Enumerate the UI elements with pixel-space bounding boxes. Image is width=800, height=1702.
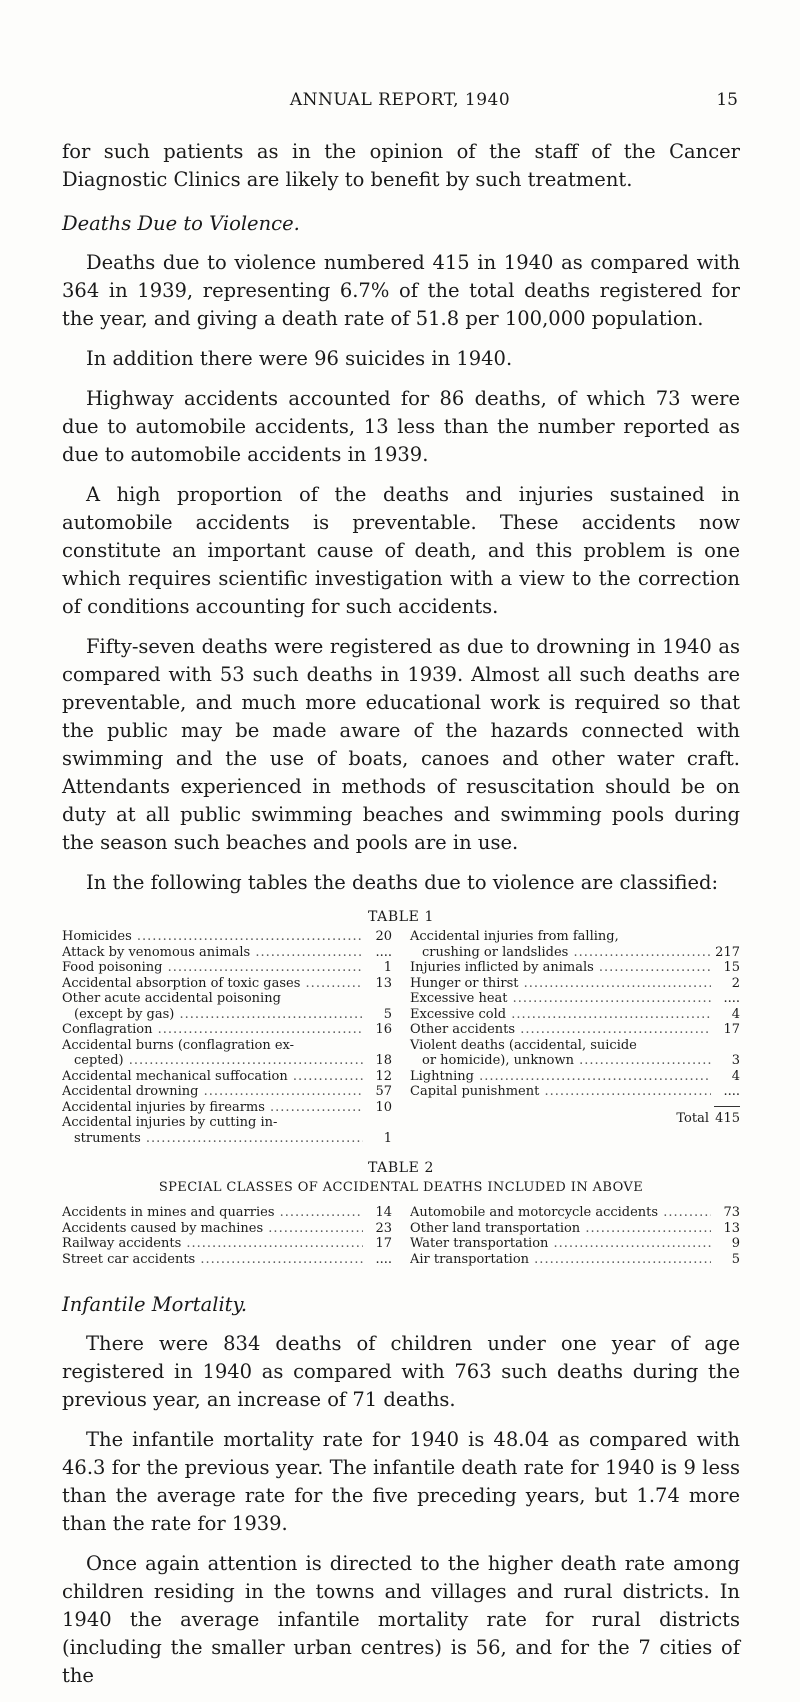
table-row-label: Street car accidents .....	[62, 1252, 363, 1268]
table-row-label: Other accidents .....	[410, 1022, 711, 1038]
table-row	[62, 1069, 392, 1085]
infant-paragraph: Once again attention is directed to the higher death rate among children residing in the towns and villages and rural districts. In 1940 the average infantile mortality rate for rural districts (including the smaller urban centres) is 56, and for the 7 cities of the	[62, 1552, 740, 1687]
table-row-value: 20	[375, 929, 392, 944]
table-row-value: 1	[383, 1130, 392, 1146]
table-row-value: 17	[375, 1236, 392, 1251]
violence-paragraph: In addition there were 96 suicides in 1940.	[86, 347, 513, 370]
table-row-value: ....	[723, 1084, 740, 1099]
table-row-value: ....	[375, 944, 392, 960]
table-row-label: or homicide), unknown .....	[410, 1053, 711, 1069]
table1-right-column	[410, 929, 740, 1146]
table-row-label: Other land transportation .....	[410, 1221, 711, 1237]
table-row	[62, 1131, 392, 1147]
table-row-value: 4	[731, 1006, 740, 1022]
table-row-value: ....	[375, 1251, 392, 1267]
table-row-label: Homicides .....	[62, 929, 363, 945]
table-row	[410, 976, 740, 992]
table-row-value: 15	[723, 960, 740, 975]
table-row-label: Accidental absorption of toxic gases .....	[62, 976, 363, 992]
table-row-value: 16	[375, 1022, 392, 1037]
table-row	[410, 1007, 740, 1023]
table-row-value: 57	[375, 1084, 392, 1099]
table-row-label: crushing or landslides .....	[410, 945, 711, 961]
table-row-label: (except by gas) .....	[62, 1007, 363, 1023]
table-row-label: Attack by venomous animals .....	[62, 945, 363, 961]
table-row	[410, 960, 740, 976]
table-row-value: 13	[723, 1220, 740, 1236]
table-row-label: struments .....	[62, 1131, 363, 1147]
table-row-value: 9	[731, 1236, 740, 1251]
table-row-value: 3	[731, 1053, 740, 1068]
table-row	[62, 1236, 392, 1252]
table-row	[62, 1022, 392, 1038]
table-row	[62, 929, 392, 945]
table-row	[62, 945, 392, 961]
infant-paragraph: There were 834 deaths of children under one year of age registered in 1940 as compared with 763 such deaths during the previous year, an increase of 71 deaths.	[62, 1332, 740, 1411]
violence-heading: Deaths Due to Violence.	[62, 212, 300, 235]
table-row-label: Food poisoning .....	[62, 960, 363, 976]
infant-heading: Infantile Mortality.	[62, 1293, 248, 1316]
table-row	[62, 1221, 392, 1237]
page-number: 15	[716, 90, 738, 110]
table2-caption: TABLE 2	[367, 1160, 435, 1176]
table-row-value: 1	[383, 960, 392, 975]
table-row	[62, 1100, 392, 1116]
table-row-value: 217	[715, 944, 740, 960]
table-row-value: 17	[723, 1022, 740, 1037]
table2	[62, 1205, 740, 1267]
violence-paragraph: Deaths due to violence numbered 415 in 1940 as compared with 364 in 1939, representing 6.7% of the total deaths registered for the year, and giving a death rate of 51.8 per 100,000 population.	[62, 251, 740, 330]
running-header	[0, 90, 800, 114]
table-row-label: Accidental mechanical suffocation .....	[62, 1069, 363, 1085]
table-row-label: Railway accidents .....	[62, 1236, 363, 1252]
table-row-label: Accidents in mines and quarries .....	[62, 1205, 363, 1221]
table-row-value: 12	[375, 1068, 392, 1084]
table-row-label: Violent deaths (accidental, suicide	[410, 1037, 637, 1053]
total-rule	[714, 1106, 740, 1107]
violence-paragraph: Fifty-seven deaths were registered as due to drowning in 1940 as compared with 53 such deaths in 1939. Almost all such deaths are preventable, and much more educational work is required so that the public may be made aware of the hazards connected with swimming and the use of boats, canoes and other water craft. Attendants experienced in methods of resuscitation should be on duty at all public swimming beaches and swimming pools during the season such beaches and pools are in use.	[62, 635, 740, 854]
table-row	[410, 1069, 740, 1085]
table-row	[62, 960, 392, 976]
table-row-label: Other acute accidental poisoning	[62, 991, 281, 1006]
total-value: 415	[715, 1110, 740, 1126]
table-row	[410, 1252, 740, 1268]
table-row	[410, 1084, 740, 1100]
table-row-label: Excessive heat .....	[410, 991, 711, 1007]
table-row-label: Excessive cold .....	[410, 1007, 711, 1023]
table-row-value: 5	[731, 1251, 740, 1267]
table-row-value: 5	[383, 1006, 392, 1022]
table-row	[62, 1007, 392, 1023]
table-row-value: 4	[731, 1068, 740, 1084]
table-row-value: ....	[723, 991, 740, 1006]
table-row	[62, 1205, 392, 1221]
table2-subtitle: SPECIAL CLASSES OF ACCIDENTAL DEATHS INCLUDED IN ABOVE	[158, 1180, 644, 1195]
table-row-value: 73	[723, 1205, 740, 1220]
violence-paragraph: Highway accidents accounted for 86 deaths, of which 73 were due to automobile accidents, 13 less than the number reported as due to automobile accidents in 1939.	[62, 387, 740, 466]
running-title: ANNUAL REPORT, 1940	[289, 90, 511, 110]
table-row-value: 2	[731, 975, 740, 991]
infant-paragraph: The infantile mortality rate for 1940 is 48.04 as compared with 46.3 for the previous year. The infantile death rate for 1940 is 9 less than the average rate for the five preceding years, but 1.74 more than the rate for 1939.	[62, 1428, 740, 1535]
table-row-label: cepted) .....	[62, 1053, 363, 1069]
table-total-row	[410, 1111, 740, 1127]
table-row-label: Accidental injuries by cutting in-	[62, 1115, 278, 1130]
table-row-value: 10	[375, 1099, 392, 1115]
table-row-label: Automobile and motorcycle accidents .....	[410, 1205, 711, 1221]
table-row	[410, 1022, 740, 1038]
table-row-label: Hunger or thirst .....	[410, 976, 711, 992]
table-row-label: Capital punishment .....	[410, 1084, 711, 1100]
table-row	[410, 1205, 740, 1221]
table1	[62, 929, 740, 1146]
table-row	[62, 1053, 392, 1069]
intro-paragraph: for such patients as in the opinion of the staff of the Cancer Diagnostic Clinics are likely to benefit by such treatment.	[62, 140, 740, 191]
table1-caption: TABLE 1	[367, 909, 435, 925]
table-row-value: 18	[375, 1053, 392, 1068]
violence-paragraph: In the following tables the deaths due to violence are classified:	[86, 871, 719, 894]
table-row-label: Air transportation .....	[410, 1252, 711, 1268]
table-row	[62, 1084, 392, 1100]
table-row-label: Conflagration .....	[62, 1022, 363, 1038]
table2-left-column	[62, 1205, 392, 1267]
table1-left-column	[62, 929, 392, 1146]
table-row-label: Water transportation .....	[410, 1236, 711, 1252]
table-row	[62, 976, 392, 992]
table-row-value: 13	[375, 975, 392, 991]
table-row	[410, 1236, 740, 1252]
table-row-label: Accidental burns (conflagration ex-	[62, 1037, 295, 1053]
table-row-label: Accidental injuries by firearms .....	[62, 1100, 363, 1116]
table-row-value: 14	[375, 1205, 392, 1220]
table-row-label: Lightning .....	[410, 1069, 711, 1085]
table-row	[410, 1053, 740, 1069]
table2-right-column	[410, 1205, 740, 1267]
page-body	[62, 138, 740, 1702]
table-row-label: Injuries inflicted by animals .....	[410, 960, 711, 976]
table-row	[410, 945, 740, 961]
table-row-label: Accidental injuries from falling,	[410, 929, 619, 944]
table-row	[410, 1221, 740, 1237]
total-label: Total	[676, 1110, 709, 1126]
table-row-value: 23	[375, 1220, 392, 1236]
table-row-label: Accidental drowning .....	[62, 1084, 363, 1100]
table-row	[410, 991, 740, 1007]
table-row	[62, 1252, 392, 1268]
violence-paragraph: A high proportion of the deaths and injuries sustained in automobile accidents is preventable. These accidents now constitute an important cause of death, and this problem is one which requires scientific investigation with a view to the correction of conditions accounting for such accidents.	[62, 483, 740, 618]
table-row-label: Accidents caused by machines .....	[62, 1221, 363, 1237]
